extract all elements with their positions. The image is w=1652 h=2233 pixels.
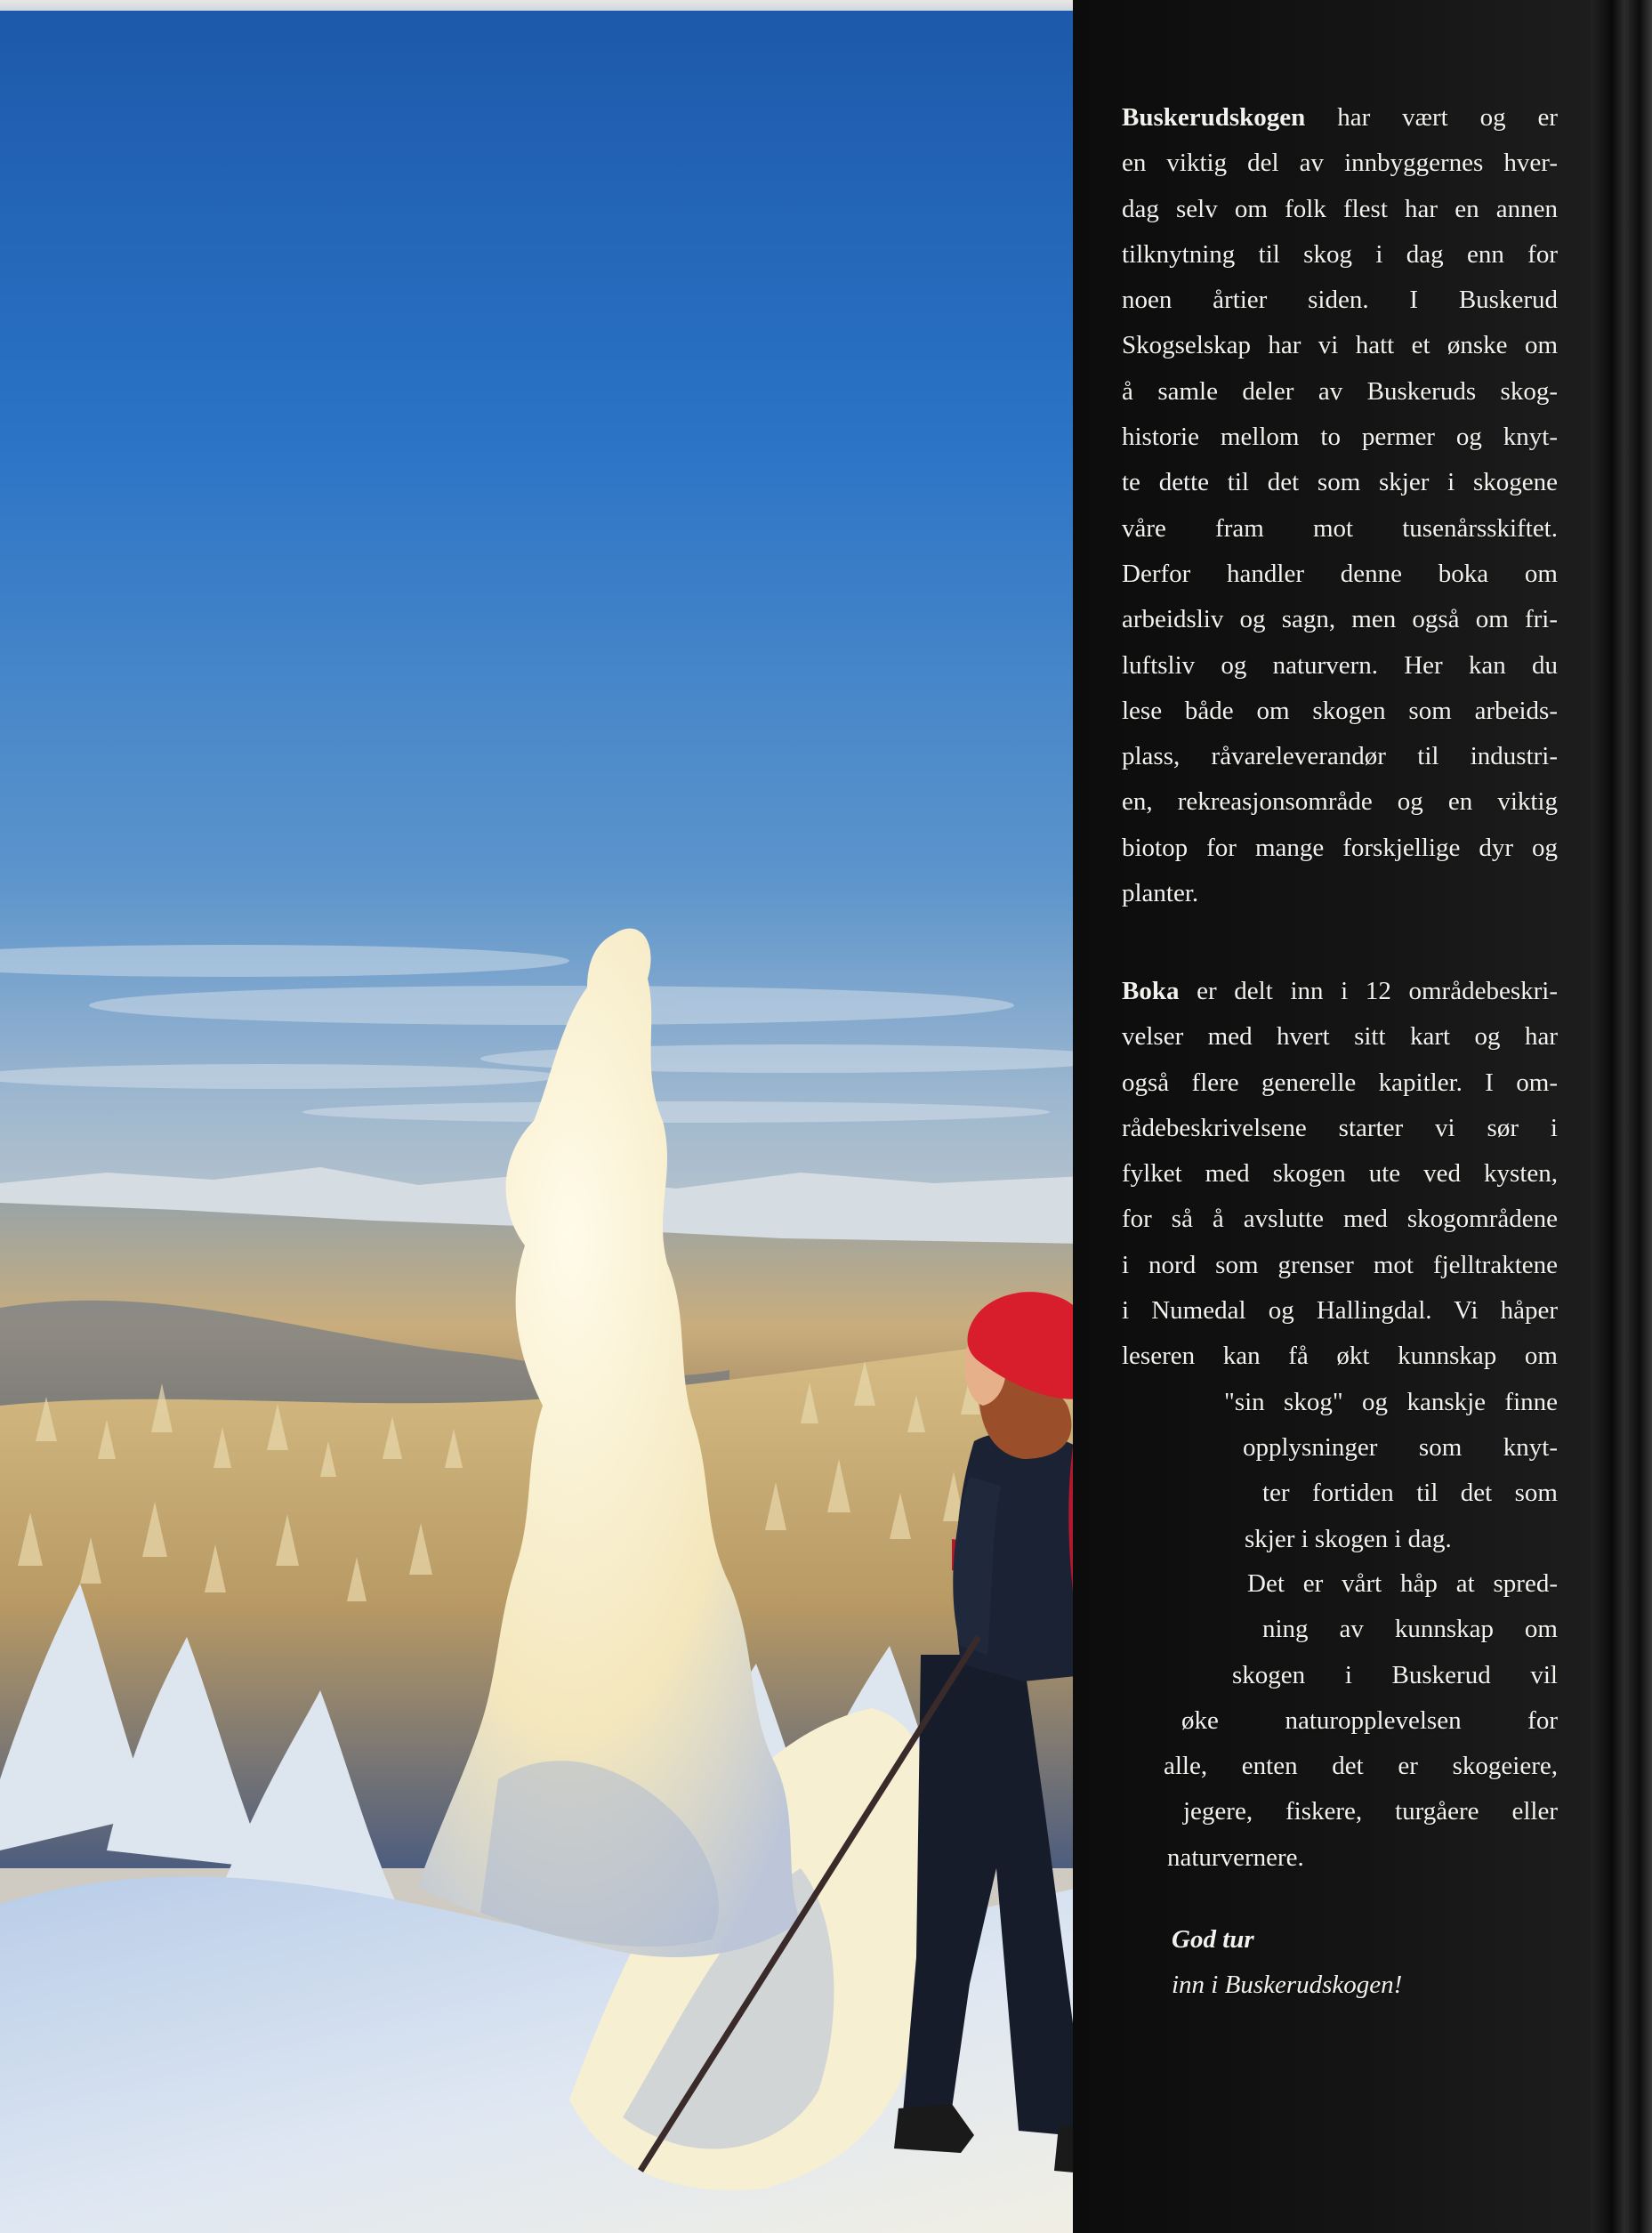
text-line: arbeidsliv og sagn, men også om fri- [1122,605,1558,634]
text-line: en, rekreasjonsområde og en viktig [1122,787,1558,817]
text-line: skjer i skogen i dag. [1245,1524,1452,1553]
text-line: alle, enten det er skogeiere, [1164,1752,1558,1781]
text-line: plass, råvareleverandør til industri- [1122,742,1558,771]
text-line: planter. [1122,879,1199,908]
text-line: dag selv om folk flest har en annen [1122,194,1558,223]
text-line: Derfor handler denne boka om [1122,559,1558,588]
text-line: tilknytning til skog i dag enn for [1122,239,1558,269]
text-line: luftsliv og naturvern. Her kan du [1122,650,1558,680]
sky [0,0,1085,1228]
text-line: Skogselskap har vi hatt et ønske om [1122,331,1558,360]
text-line: ning av kunnskap om [1262,1615,1558,1644]
text-line: historie mellom to permer og knyt- [1122,423,1558,452]
book-structure-paragraph [1122,969,1558,1562]
text-line: biotop for mange forskjellige dyr og [1122,833,1558,862]
scan-top-edge [0,0,1073,11]
text-line: lese både om skogen som arbeids- [1122,696,1558,725]
text-line: Det er vårt håp at spred- [1247,1569,1558,1598]
text-line [1122,95,1558,141]
text-line: våre fram mot tusenårsskiftet. [1122,513,1558,543]
text-line: ter fortiden til det som [1262,1479,1558,1508]
signoff-line-2: inn i Buskerudskogen! [1172,1971,1403,2000]
lead-word: Boka [1122,977,1180,1005]
book-spine-edge [1591,0,1652,2233]
text-line: skogen i Buskerud vil [1232,1660,1558,1689]
text-line: å samle deler av Buskeruds skog- [1122,376,1558,406]
text-line [1122,969,1558,1014]
text-line: rådebeskrivelsene starter vi sør i [1122,1113,1558,1142]
text-line: te dette til det som skjer i skogene [1122,468,1558,497]
text-line: i nord som grenser mot fjelltraktene [1122,1250,1558,1279]
lead-word: Buskerudskogen [1122,103,1306,132]
text-line: for så å avslutte med skogområdene [1122,1205,1558,1234]
text-line: også flere generelle kapitler. I om- [1122,1068,1558,1097]
closing-paragraph [1122,1561,1558,1881]
text-line: jegere, fiskere, turgåere eller [1183,1797,1558,1826]
intro-paragraph [1122,95,1558,916]
text-line: noen årtier siden. I Buskerud [1122,286,1558,315]
text-line: naturvernere. [1167,1842,1304,1872]
text-line: en viktig del av innbyggernes hver- [1122,149,1558,178]
text-line: "sin skog" og kanskje finne [1224,1387,1558,1416]
signoff [1172,1917,1527,2009]
text-line-rest: har vært og er [1305,103,1558,132]
text-line-rest: er delt inn i 12 områdebeskri- [1179,977,1558,1005]
text-line: velser med hvert sitt kart og har [1122,1022,1558,1052]
text-line: fylket med skogen ute ved kysten, [1122,1159,1558,1189]
text-line: øke naturopplevelsen for [1181,1705,1558,1735]
text-line: i Numedal og Hallingdal. Vi håper [1122,1296,1558,1326]
signoff-line-1: God tur [1172,1925,1254,1954]
text-line: opplysninger som knyt- [1243,1432,1558,1462]
text-line: leseren kan få økt kunnskap om [1122,1342,1558,1371]
